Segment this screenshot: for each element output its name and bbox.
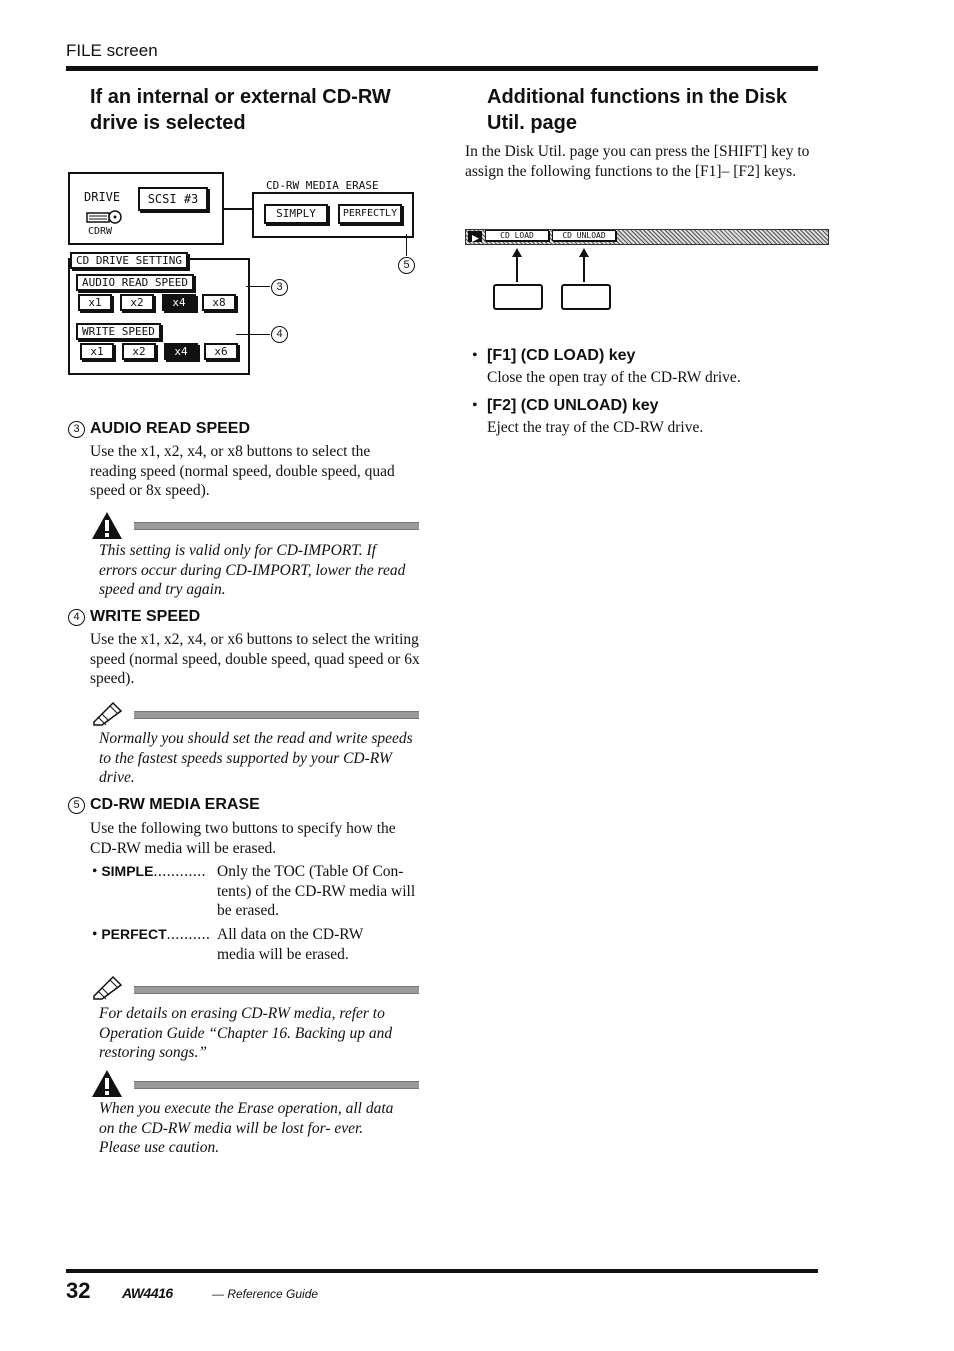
connector-line [222,208,254,210]
erase-item-simple: • SIMPLE............ [92,863,206,880]
f2-bullet-title: [F2] (CD UNLOAD) key [487,397,659,414]
callout-4-line [236,334,270,335]
erase-term: SIMPLE [101,863,154,879]
key-arrows [505,248,595,284]
cd-drive-icon [86,210,126,226]
perfectly-button[interactable]: PERFECTLY [338,204,402,224]
callout-4: 4 [271,326,288,343]
bullet-dot: • [472,347,478,364]
product-logo: AW4416 [122,1285,173,1301]
function-key-bar [465,229,829,245]
erase-item-perfect: • PERFECT.......... [92,926,211,943]
section-number: 4 [68,609,85,626]
erase-dots: .......... [166,926,211,943]
note-icon [93,700,123,726]
section-number: 5 [68,797,85,814]
f1-bullet-title: [F1] (CD LOAD) key [487,347,636,364]
drive-select[interactable]: SCSI #3 [138,187,208,211]
audio-read-speed-text: Use the x1, x2, x4, or x8 buttons to select the reading speed (normal speed, double speed, quad speed or 8x speed). [90,443,395,499]
write-speed-title: WRITE SPEED [76,323,161,340]
caution-text-2: When you execute the Erase operation, all data on the CD-RW media will be lost for- ever. Please use caution. [99,1100,394,1156]
write-x6-button[interactable]: x6 [204,343,238,360]
left-heading: If an internal or external CD-RW drive is selected [90,86,391,134]
caution-icon [91,511,123,540]
section-header: FILE screen [66,41,158,60]
section-write-speed [68,608,200,626]
caution-text-1: This setting is valid only for CD-IMPORT. If errors occur during CD-IMPORT, lower the read speed and try again. [99,542,406,598]
drive-label: DRIVE [84,190,121,204]
f1-key[interactable] [493,284,543,310]
section-title: CD-RW MEDIA ERASE [90,796,260,813]
note-bar [134,711,419,719]
header-rule [66,66,818,71]
note-text-2: For details on erasing CD-RW media, refer to Operation Guide “Chapter 16. Backing up and restoring songs.” [99,1005,393,1061]
write-speed-text: Use the x1, x2, x4, or x6 buttons to select the writing speed (normal speed, double speed, quad speed or 6x speed). [90,631,420,687]
section-number: 3 [68,421,85,438]
simply-button[interactable]: SIMPLY [264,204,328,224]
f2-bullet-text: Eject the tray of the CD-RW drive. [487,419,704,436]
read-speed-title: AUDIO READ SPEED [76,274,194,291]
right-heading: Additional functions in the Disk Util. page [487,86,787,134]
erase-dots: ............ [153,863,206,880]
cd-load-softkey[interactable]: CD LOAD [485,230,549,241]
read-x1-button[interactable]: x1 [78,294,112,311]
read-x4-button[interactable]: x4 [162,294,196,311]
right-intro: In the Disk Util. page you can press the [SHIFT] key to assign the following functions to the [F1]– [F2] keys. [465,143,810,180]
erase-title: CD-RW MEDIA ERASE [266,179,379,192]
note-icon [93,974,123,1000]
footer-rule [66,1269,818,1273]
f2-key[interactable] [561,284,611,310]
section-audio-read-speed [68,420,250,438]
read-x2-button[interactable]: x2 [120,294,154,311]
play-marker-icon [468,231,482,242]
drive-icon-label: CDRW [88,226,113,237]
f1-bullet-text: Close the open tray of the CD-RW drive. [487,369,741,386]
cd-unload-softkey[interactable]: CD UNLOAD [552,230,616,241]
callout-5-line [406,234,407,256]
callout-5: 5 [398,257,415,274]
write-x2-button[interactable]: x2 [122,343,156,360]
read-x8-button[interactable]: x8 [202,294,236,311]
page-number: 32 [66,1278,91,1303]
footer-guide: — Reference Guide [212,1287,319,1301]
section-title: WRITE SPEED [90,608,201,625]
erase-desc-simple: Only the TOC (Table Of Con- tents) of the CD-RW media will be erased. [217,863,416,919]
write-x1-button[interactable]: x1 [80,343,114,360]
callout-3-line [246,286,270,287]
media-erase-text: Use the following two buttons to specify how the CD-RW media will be erased. [90,820,396,857]
section-title: AUDIO READ SPEED [90,420,251,437]
write-x4-button[interactable]: x4 [164,343,198,360]
drive-setting-title: CD DRIVE SETTING [70,252,188,269]
note-bar [134,986,419,994]
callout-3: 3 [271,279,288,296]
section-media-erase [68,796,260,814]
bullet-dot: • [472,397,478,414]
caution-bar [134,522,419,530]
erase-term: PERFECT [101,926,167,942]
lcd-diagram [66,170,426,380]
note-text-1: Normally you should set the read and write speeds to the fastest speeds supported by your CD-RW drive. [99,730,413,786]
caution-bar [134,1081,419,1089]
erase-desc-perfect: All data on the CD-RW media will be erased. [217,926,364,963]
caution-icon [91,1069,123,1098]
